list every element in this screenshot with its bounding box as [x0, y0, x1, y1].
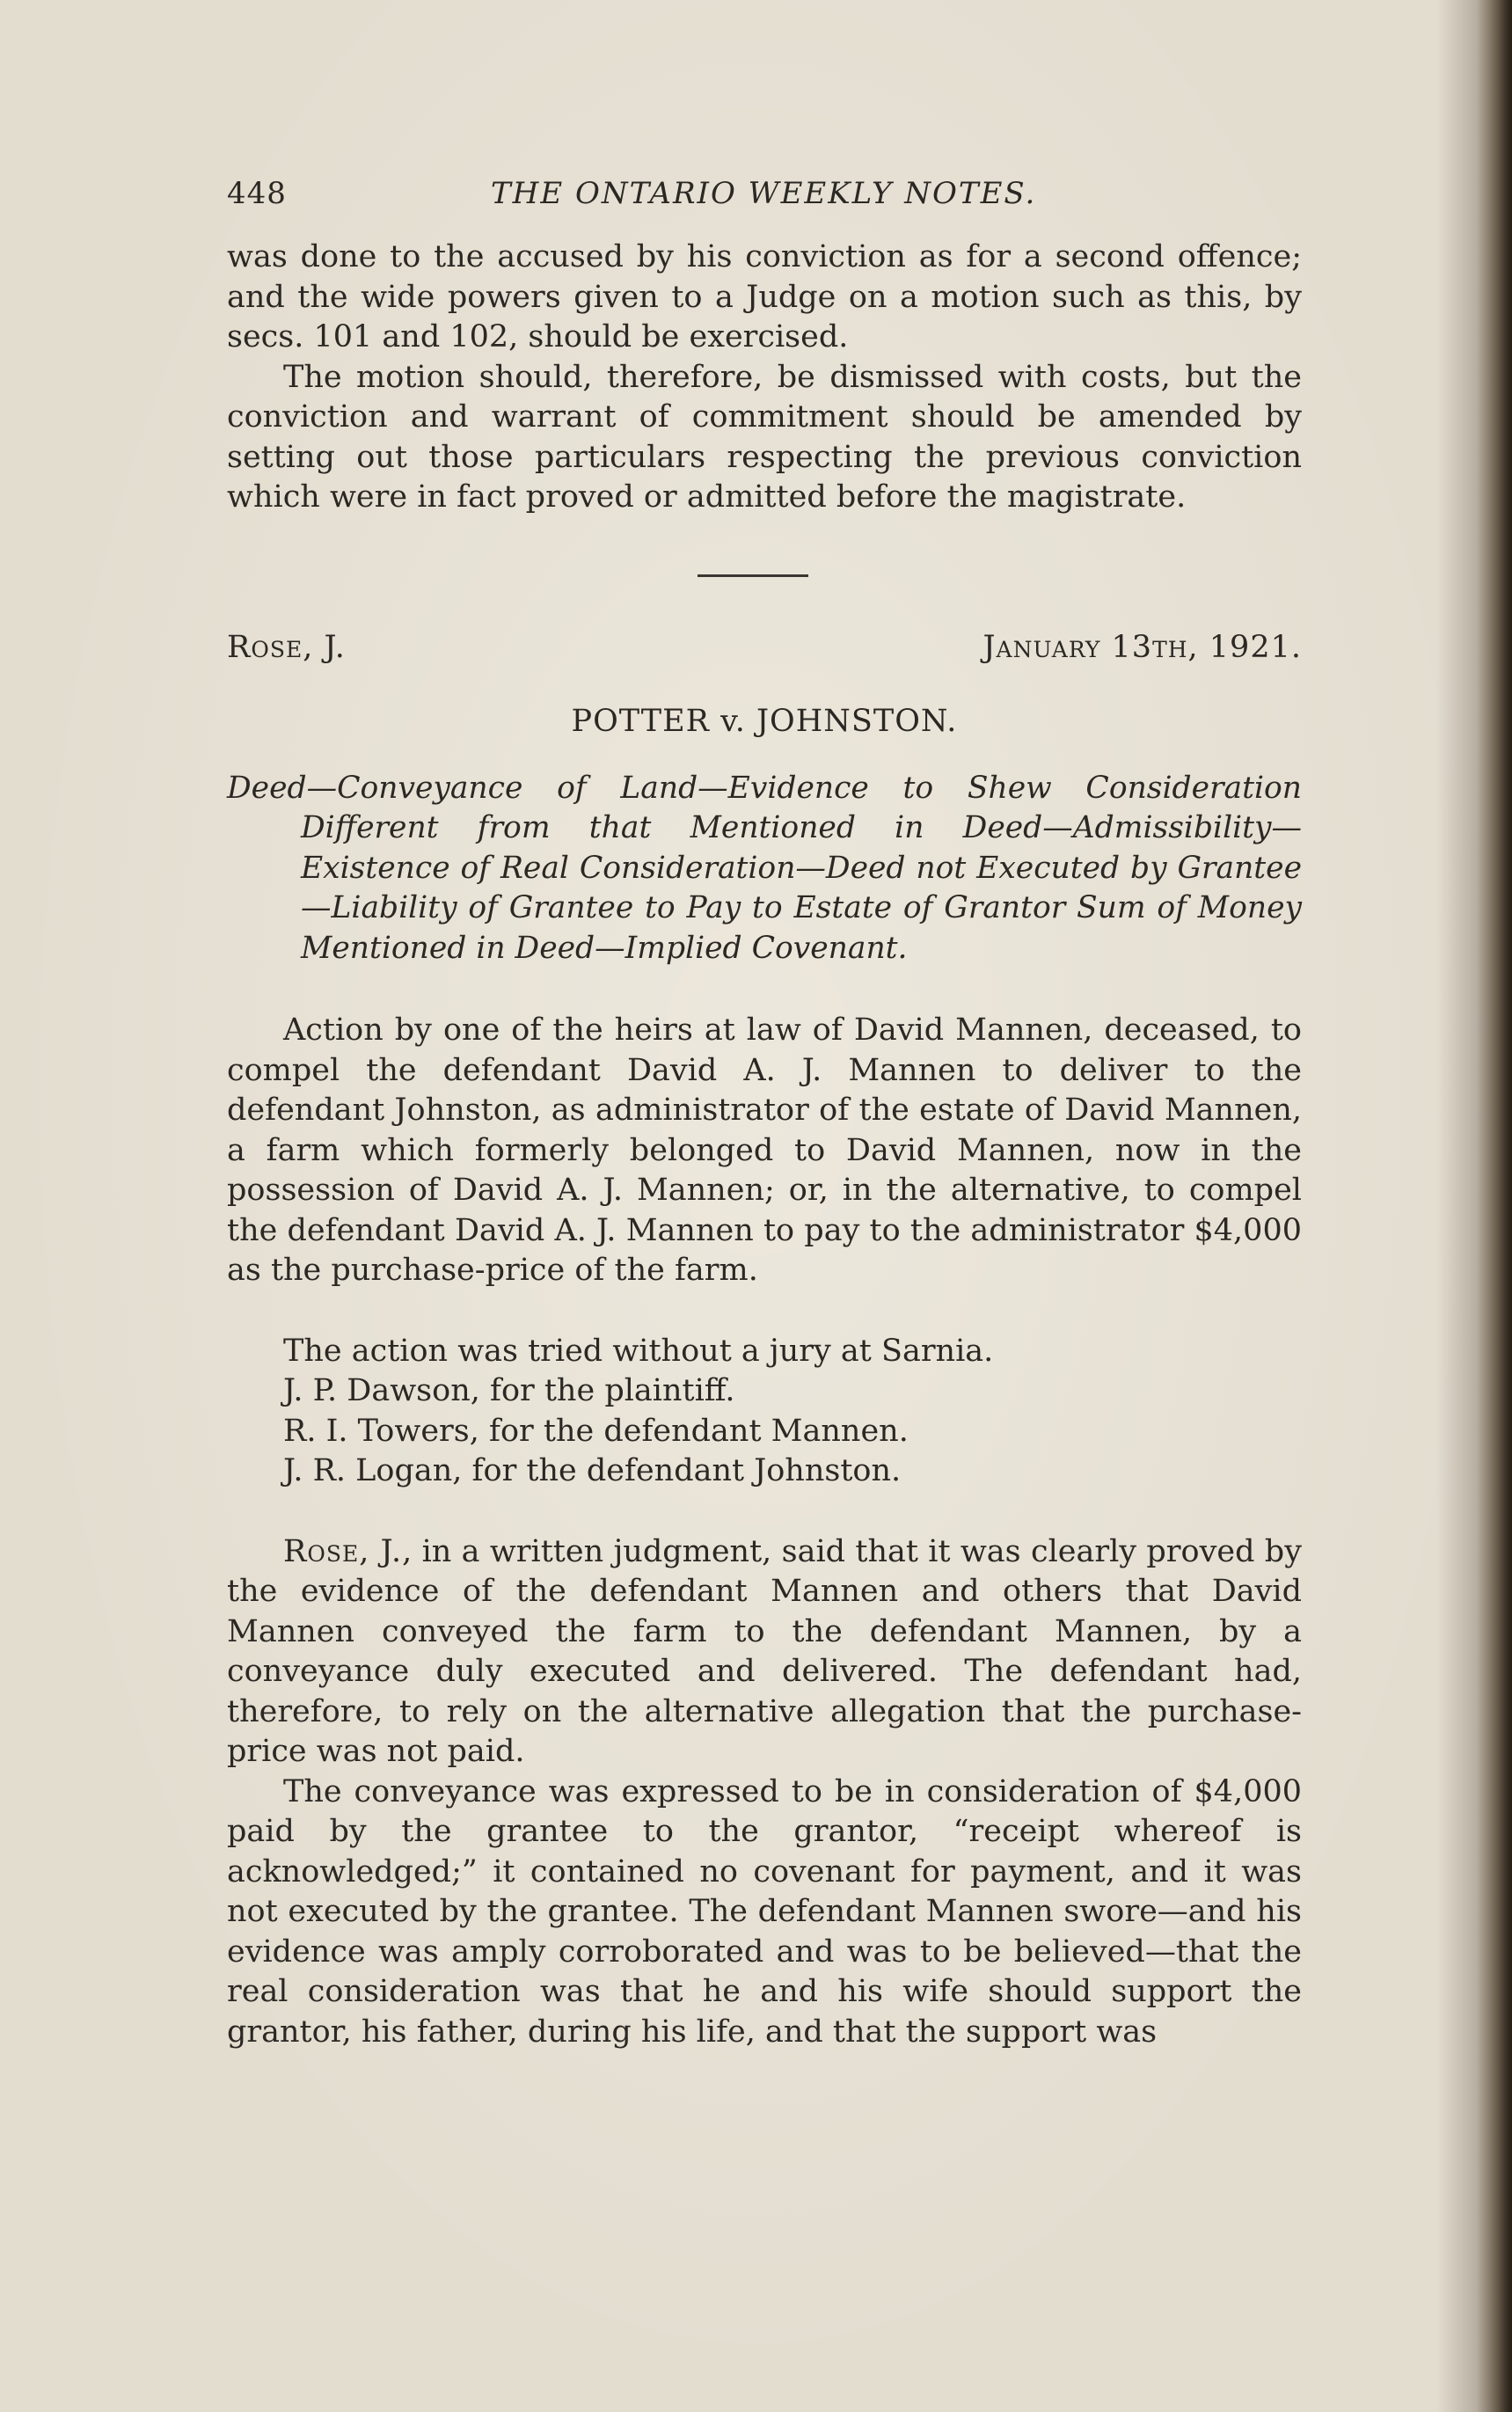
- page-number: 448: [227, 176, 287, 211]
- case-headnote: Deed—Conveyance of Land—Evidence to Shew Consideration Different from that Mentioned in Deed—Admissibility—Existence of Real Consideration—Deed not Executed by Grantee—Liability of Grantee to Pay to Estate of Grantor Sum of Money Mentioned in Deed—Implied Covenant.: [227, 770, 1302, 966]
- action-paragraph: Action by one of the heirs at law of David Mannen, deceased, to compel the defendant David A. J. Mannen to deliver to the defendant Johnston, as administrator of the estate of David Mannen, a farm which formerly belonged to David Mannen, now in the possession of David A. J. Mannen; or, in the alternative, to compel the defendant David A. J. Mannen to pay to the administrator $4,000 as the purchase-price of the farm.: [227, 1012, 1302, 1288]
- case-judge: Rose, J.: [227, 629, 346, 665]
- continued-paragraph: was done to the accused by his conviction as for a second offence; and the wide powers given to a Judge on a motion such as this, by secs. 101 and 102, should be exercised.: [227, 239, 1302, 354]
- case-judge-date-line: [227, 630, 1302, 683]
- counsel-line: J. P. Dawson, for the plaintiff.: [283, 1373, 735, 1408]
- page-edge-shadow: [1477, 0, 1512, 2412]
- running-head: [227, 176, 1302, 238]
- counsel-line: J. R. Logan, for the defendant Johnston.: [283, 1453, 902, 1488]
- counsel-line: R. I. Towers, for the defendant Mannen.: [283, 1413, 909, 1449]
- counsel-line: The action was tried without a jury at Sarnia.: [283, 1333, 994, 1369]
- journal-title: THE ONTARIO WEEKLY NOTES.: [491, 176, 1037, 211]
- page-content: [227, 176, 1302, 2052]
- judgment-paragraph-2: The conveyance was expressed to be in consideration of $4,000 paid by the grantee to the grantor, “receipt whereof is acknowledged;” it contained no covenant for payment, and it was not executed by the grantee. The defendant Mannen swore—and his evidence was amply corroborated and was to be believed—that the real consideration was that he and his wife should support the grantor, his father, during his life, and that the support was: [227, 1773, 1302, 2050]
- judgment-judge-name: Rose, J.: [283, 1533, 403, 1569]
- counsel-block: [227, 1332, 1302, 1492]
- case-date: January 13th, 1921.: [982, 629, 1302, 665]
- judgment-text-1: , in a written judgment, said that it was clearly proved by the evidence of the defendant Mannen and others that David Mannen conveyed the farm to the defendant Mannen, by a conveyance duly executed and delivered. The defendant had, therefore, to rely on the alternative allegation that the purchase-price was not paid.: [227, 1533, 1302, 1769]
- motion-paragraph: The motion should, therefore, be dismissed with costs, but the conviction and warrant of commitment should be amended by setting out those particulars respecting the previous conviction which were in fact proved or admitted before the magistrate.: [227, 359, 1302, 515]
- judgment-paragraph-1: [227, 1532, 1302, 1772]
- section-divider: [698, 574, 808, 577]
- case-title: POTTER v. JOHNSTON.: [571, 703, 958, 739]
